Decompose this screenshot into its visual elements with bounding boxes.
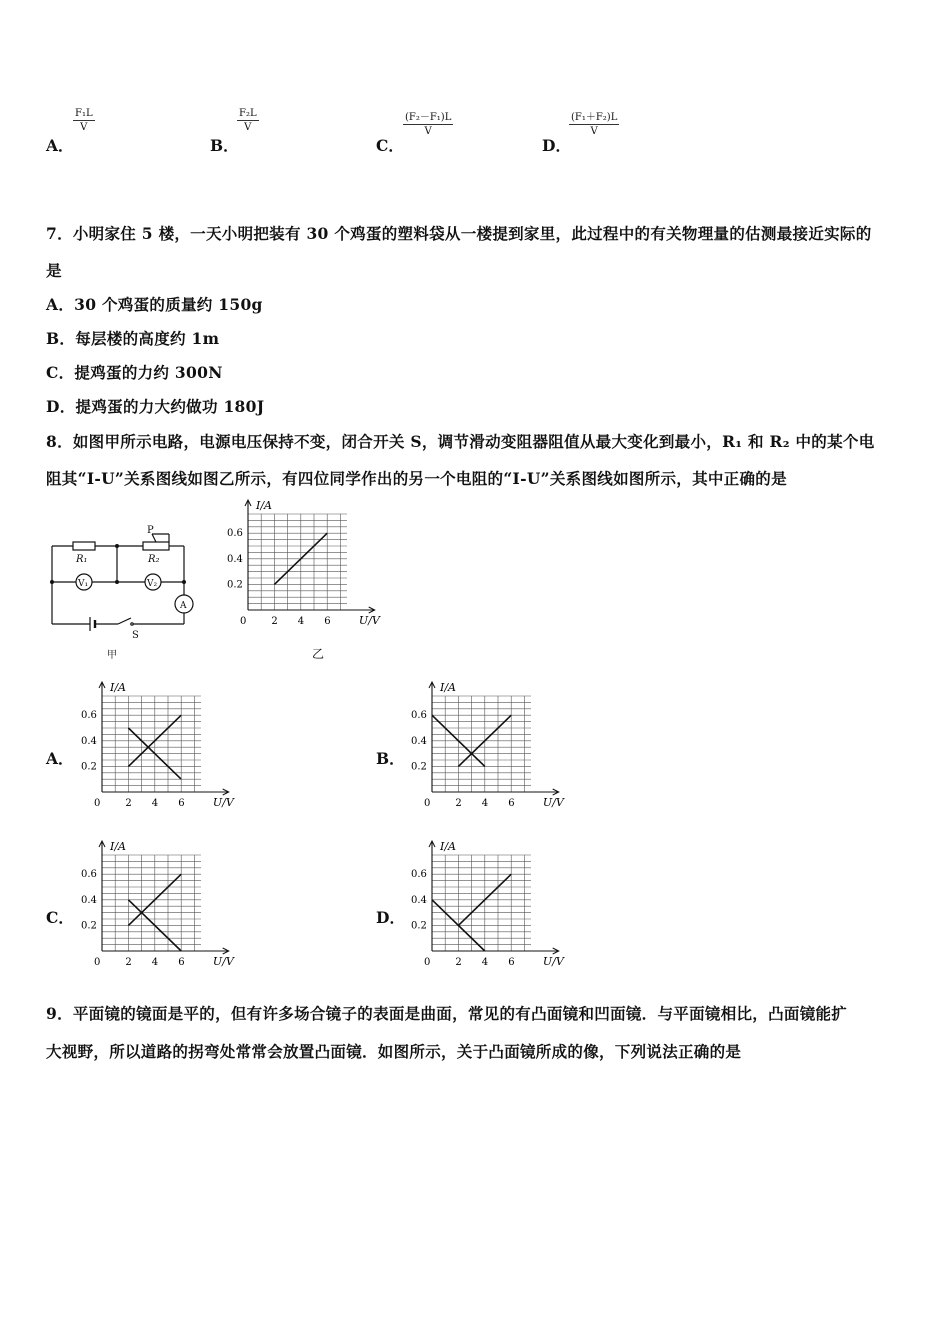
q7-stem-line2: 是: [46, 261, 62, 280]
graph-option-b: [410, 679, 570, 809]
r2-label: R₂: [148, 554, 160, 565]
q6-option-d-denominator: V: [590, 126, 598, 137]
r1-label: R₁: [76, 554, 88, 565]
q6-option-b-denominator: V: [244, 122, 252, 133]
y-tick-label: 0.4: [81, 735, 97, 747]
y-tick-label: 0.2: [227, 579, 243, 591]
y-tick-label: 0.6: [411, 869, 427, 881]
x-tick-label: 2: [271, 616, 278, 627]
rheostat-r2: [143, 542, 169, 550]
x-tick-label: 2: [125, 957, 132, 968]
y-tick-label: 0.4: [411, 735, 427, 747]
y-tick-label: 0.2: [411, 920, 427, 932]
ammeter-label: A: [180, 601, 187, 611]
q6-option-a-denominator: V: [80, 122, 88, 133]
resistor-r1: [73, 542, 95, 550]
graph-given: [226, 497, 386, 627]
q8-stem-line1: 8．如图甲所示电路，电源电压保持不变，闭合开关 S，调节滑动变阻器阻值从最大变化到最小，R₁ 和 R₂ 中的某个电: [46, 432, 875, 451]
x-tick-label: 2: [125, 798, 132, 809]
q6-option-c-formula: [403, 108, 453, 137]
origin-label: 0: [240, 616, 247, 627]
q6-option-a-label: A．: [46, 136, 74, 155]
switch-label: S: [132, 630, 139, 641]
q7-option-d: D．提鸡蛋的力大约做功 180J: [46, 397, 265, 416]
q6-option-c-numerator: (F₂－F₁)L: [403, 108, 453, 125]
q8-option-c-label: C．: [46, 908, 74, 927]
v2-label: V₂: [147, 579, 158, 589]
x-tick-label: 4: [481, 957, 489, 968]
q9-stem-line2: 大视野，所以道路的拐弯处常常会放置凸面镜．如图所示，关于凸面镜所成的像，下列说法正确的是: [46, 1042, 742, 1061]
q6-option-b-label: B．: [210, 136, 239, 155]
q7-option-c: C．提鸡蛋的力约 300N: [46, 363, 223, 382]
origin-label: 0: [94, 957, 101, 968]
y-axis-label: I/A: [440, 681, 456, 694]
origin-label: 0: [424, 798, 431, 809]
graph-option-c: [80, 838, 240, 968]
switch: [118, 618, 131, 624]
q9-stem-line1: 9．平面镜的镜面是平的，但有许多场合镜子的表面是曲面，常见的有凸面镜和凹面镜．与平面镜相比，凸面镜能扩: [46, 1004, 848, 1023]
q6-option-d-numerator: (F₁＋F₂)L: [569, 108, 619, 125]
q8-option-d-label: D．: [376, 908, 405, 927]
q6-option-b-numerator: F₂L: [239, 108, 257, 119]
graph-option-d: [410, 838, 570, 968]
q6-option-a-formula: [73, 108, 95, 133]
x-axis-label: U/V: [212, 955, 234, 968]
x-tick-label: 4: [151, 957, 159, 968]
x-tick-label: 4: [297, 616, 305, 627]
x-tick-label: 2: [455, 798, 462, 809]
slider-label: P: [147, 525, 154, 536]
q6-option-a-numerator: F₁L: [75, 108, 93, 119]
x-tick-label: 6: [508, 957, 515, 968]
y-tick-label: 0.4: [411, 894, 427, 906]
x-axis-label: U/V: [212, 796, 234, 809]
q7-option-a: A．30 个鸡蛋的质量约 150g: [46, 295, 263, 314]
q8-stem-line2: 阻其“I-U”关系图线如图乙所示，有四位同学作出的另一个电阻的“I-U”关系图线如图所示，其中正确的是: [46, 469, 787, 488]
q8-option-b-label: B．: [376, 749, 405, 768]
y-tick-label: 0.2: [81, 761, 97, 773]
q8-option-a-label: A．: [46, 749, 74, 768]
y-tick-label: 0.4: [227, 553, 243, 565]
q7-option-b: B．每层楼的高度约 1m: [46, 329, 220, 348]
y-axis-label: I/A: [440, 840, 456, 853]
circuit-caption: 甲: [107, 650, 117, 661]
y-tick-label: 0.6: [227, 528, 243, 540]
y-tick-label: 0.6: [81, 869, 97, 881]
y-axis-label: I/A: [110, 681, 126, 694]
y-axis-label: I/A: [256, 499, 272, 512]
x-axis-label: U/V: [542, 955, 564, 968]
x-tick-label: 4: [151, 798, 159, 809]
y-tick-label: 0.4: [81, 894, 97, 906]
q6-option-d-label: D．: [542, 136, 571, 155]
circuit-diagram: [40, 520, 210, 665]
v1-label: V₁: [78, 579, 89, 589]
q7-stem-line1: 7．小明家住 5 楼，一天小明把装有 30 个鸡蛋的塑料袋从一楼提到家里，此过程中的有关物理量的估测最接近实际的: [46, 224, 872, 243]
origin-label: 0: [424, 957, 431, 968]
x-tick-label: 6: [508, 798, 515, 809]
y-tick-label: 0.2: [81, 920, 97, 932]
origin-label: 0: [94, 798, 101, 809]
y-tick-label: 0.6: [411, 710, 427, 722]
x-tick-label: 6: [178, 798, 185, 809]
x-axis-label: U/V: [358, 614, 380, 627]
y-tick-label: 0.2: [411, 761, 427, 773]
graph-given-caption: 乙: [312, 647, 325, 661]
x-tick-label: 6: [324, 616, 331, 627]
q6-option-c-denominator: V: [424, 126, 432, 137]
q6-option-c-label: C．: [376, 136, 404, 155]
q6-option-b-formula: [237, 108, 259, 133]
x-tick-label: 4: [481, 798, 489, 809]
x-tick-label: 6: [178, 957, 185, 968]
graph-option-a: [80, 679, 240, 809]
x-axis-label: U/V: [542, 796, 564, 809]
q6-option-d-formula: [569, 108, 619, 137]
x-tick-label: 2: [455, 957, 462, 968]
y-tick-label: 0.6: [81, 710, 97, 722]
y-axis-label: I/A: [110, 840, 126, 853]
